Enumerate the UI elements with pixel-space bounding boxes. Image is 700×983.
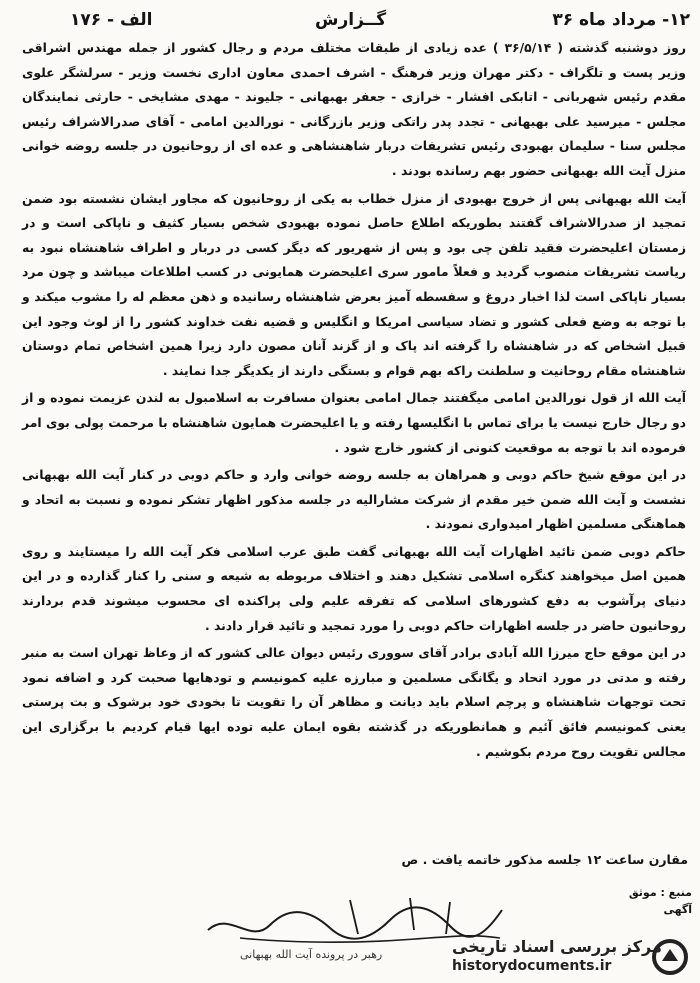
paragraph-2: آیت الله بهبهانی پس از خروج بهبودی از منزل خطاب به یکی از روحانیون که مجاور ایشان نشسته بود ضمن تمجید از صدرالاشراف گفتند بطوریکه اطلاع حاصل نموده بهبودی شخص بسیار کثیف و ناپاکی است و در زمستان اعلیحضرت فقید تلفن چی بود و پس از شهریور که دیگر کسی در دربار و اطراف شاهنشاه نبود به ریاست تشریفات منصوب گردید و فعلاً مامور سری اعلیحضرت همایونی در کسب اطلاعات میباشد و چون مرد بسیار ناپاکی است لذا اخبار دروغ و سفسطه آمیز بعرض شاهنشاه رسانیده و ذهن معظم له را مشوب میکند و با توجه به وضع فعلی کشور و تضاد سیاسی امریکا و انگلیس و قضیه نفت خداوند کشور را از لوث وجود این قبیل اشخاص که در شاهنشاه را گرفته اند پاک و از گزند آنان مصون دارد زیرا همین اشخاص تمام دوستان شاهنشاه مقام روحانیت و سلطنت راکه بهم قوام و بستگی دارند از یکدیگر جدا نمایند .: [22, 190, 686, 378]
report-body: [22, 36, 686, 767]
watermark-url: historydocuments.ir: [452, 958, 612, 974]
paragraph-6: در این موقع حاج میرزا الله آبادی برادر آقای سووری رئیس دیوان عالی کشور که از وعاظ تهران است به منبر رفته و مدتی در مورد اتحاد و یگانگی مسلمین و مبارزه علیه کمونیسم و تودهایها صحبت کرد و اضافه نمود تحت توجهات شاهنشاه و پرچم اسلام باید دیانت و مظاهر آن را تقویت تا بخودی خود برشوک و بت پرستی یعنی کمونیسم فائق آئیم و همانطوریکه در گذشته بقوه ایمان علیه توده ایها قیام کردیم با برگزاری این مجالس تقویت روح مردم بکوشیم .: [22, 645, 686, 759]
signature-note: رهبر در پرونده آیت الله بهبهانی: [240, 948, 383, 961]
watermark-text: مرکز بررسی اسناد تاریخی: [452, 937, 662, 956]
closing-line: مقارن ساعت ۱۲ جلسه مذکور خاتمه یافت . ص: [401, 852, 688, 867]
source-sub: آگهی: [663, 903, 692, 916]
report-code: الف - ۱۷۶: [70, 10, 153, 30]
paragraph-1: روز دوشنبه گذشته ( ۳۶/۵/۱۴ ) عده زیادی از طبقات مختلف مردم و رجال کشور از جمله مهندس اشراقی وزیر پست و تلگراف - دکتر مهران وزیر فرهنگ - اشرف احمدی معاون اداری نخست وزیر - سرلشگر علوی مقدم رئیس شهربانی - اتابکی افشار - خرازی - جعفر بهبهانی - جلیوند - مهدی مشایخی - حارثی نمایندگان مجلس - میرسید علی بهبهانی - تجدد پدر راتکی وزیر بازرگانی - نورالدین امامی - آقای صدرالاشراف رئیس مجلس سنا - سلیمان بهبودی رئیس تشریفات دربار شاهنشاهی و عده ای از روحانیون در جلسه روضه خوانی منزل آیت الله بهبهانی حضور بهم رسانده بودند .: [22, 40, 686, 178]
document-header: [0, 4, 700, 34]
report-title: گــزارش: [315, 10, 387, 30]
report-date: ۱۲- مرداد ماه ۳۶: [552, 10, 690, 30]
paragraph-5: حاکم دوبی ضمن تائید اظهارات آیت الله بهبهانی گفت طبق عرب اسلامی فکر آیت الله را میستایند و روی همین اصل میخواهند کنگره اسلامی تشکیل دهند و اختلاف مربوطه به شیعه و سنی را کنار گذارده و در این دنیای پرآشوب به دفع کشورهای اسلامی که تفرقه علیم ولی پراکنده ای محسوب میشوند قدم بردارند روحانیون حاضر در جلسه اظهارات حاکم دوبی را مورد تمجید و تائید قرار دادند .: [22, 543, 686, 633]
source-label: منبع : موثق: [628, 886, 692, 899]
source-note: [629, 884, 692, 918]
paragraph-3: آیت الله از قول نورالدین امامی میگفتند جمال امامی بعنوان مسافرت به اسلامبول به لندن عزیمت نموده و از دو رجال خارج نیست یا برای تماس با انگلیسها رفته و یا اعلیحضرت همایون شاهنشاه با مرحمت پولی بوی امر فرموده اند با توجه به موقعیت کنونی از کشور خارج شود .: [22, 390, 686, 455]
paragraph-4: در این موقع شیخ حاکم دوبی و همراهان به جلسه روضه خوانی وارد و حاکم دوبی در کنار آیت الله بهبهانی نشست و آیت الله ضمن خیر مقدم از شرکت مشارالیه در جلسه مذکور اظهار تشکر نموده و نسبت به اتحاد و هماهنگی مسلمین اظهار امیدواری نمودند .: [22, 467, 686, 532]
